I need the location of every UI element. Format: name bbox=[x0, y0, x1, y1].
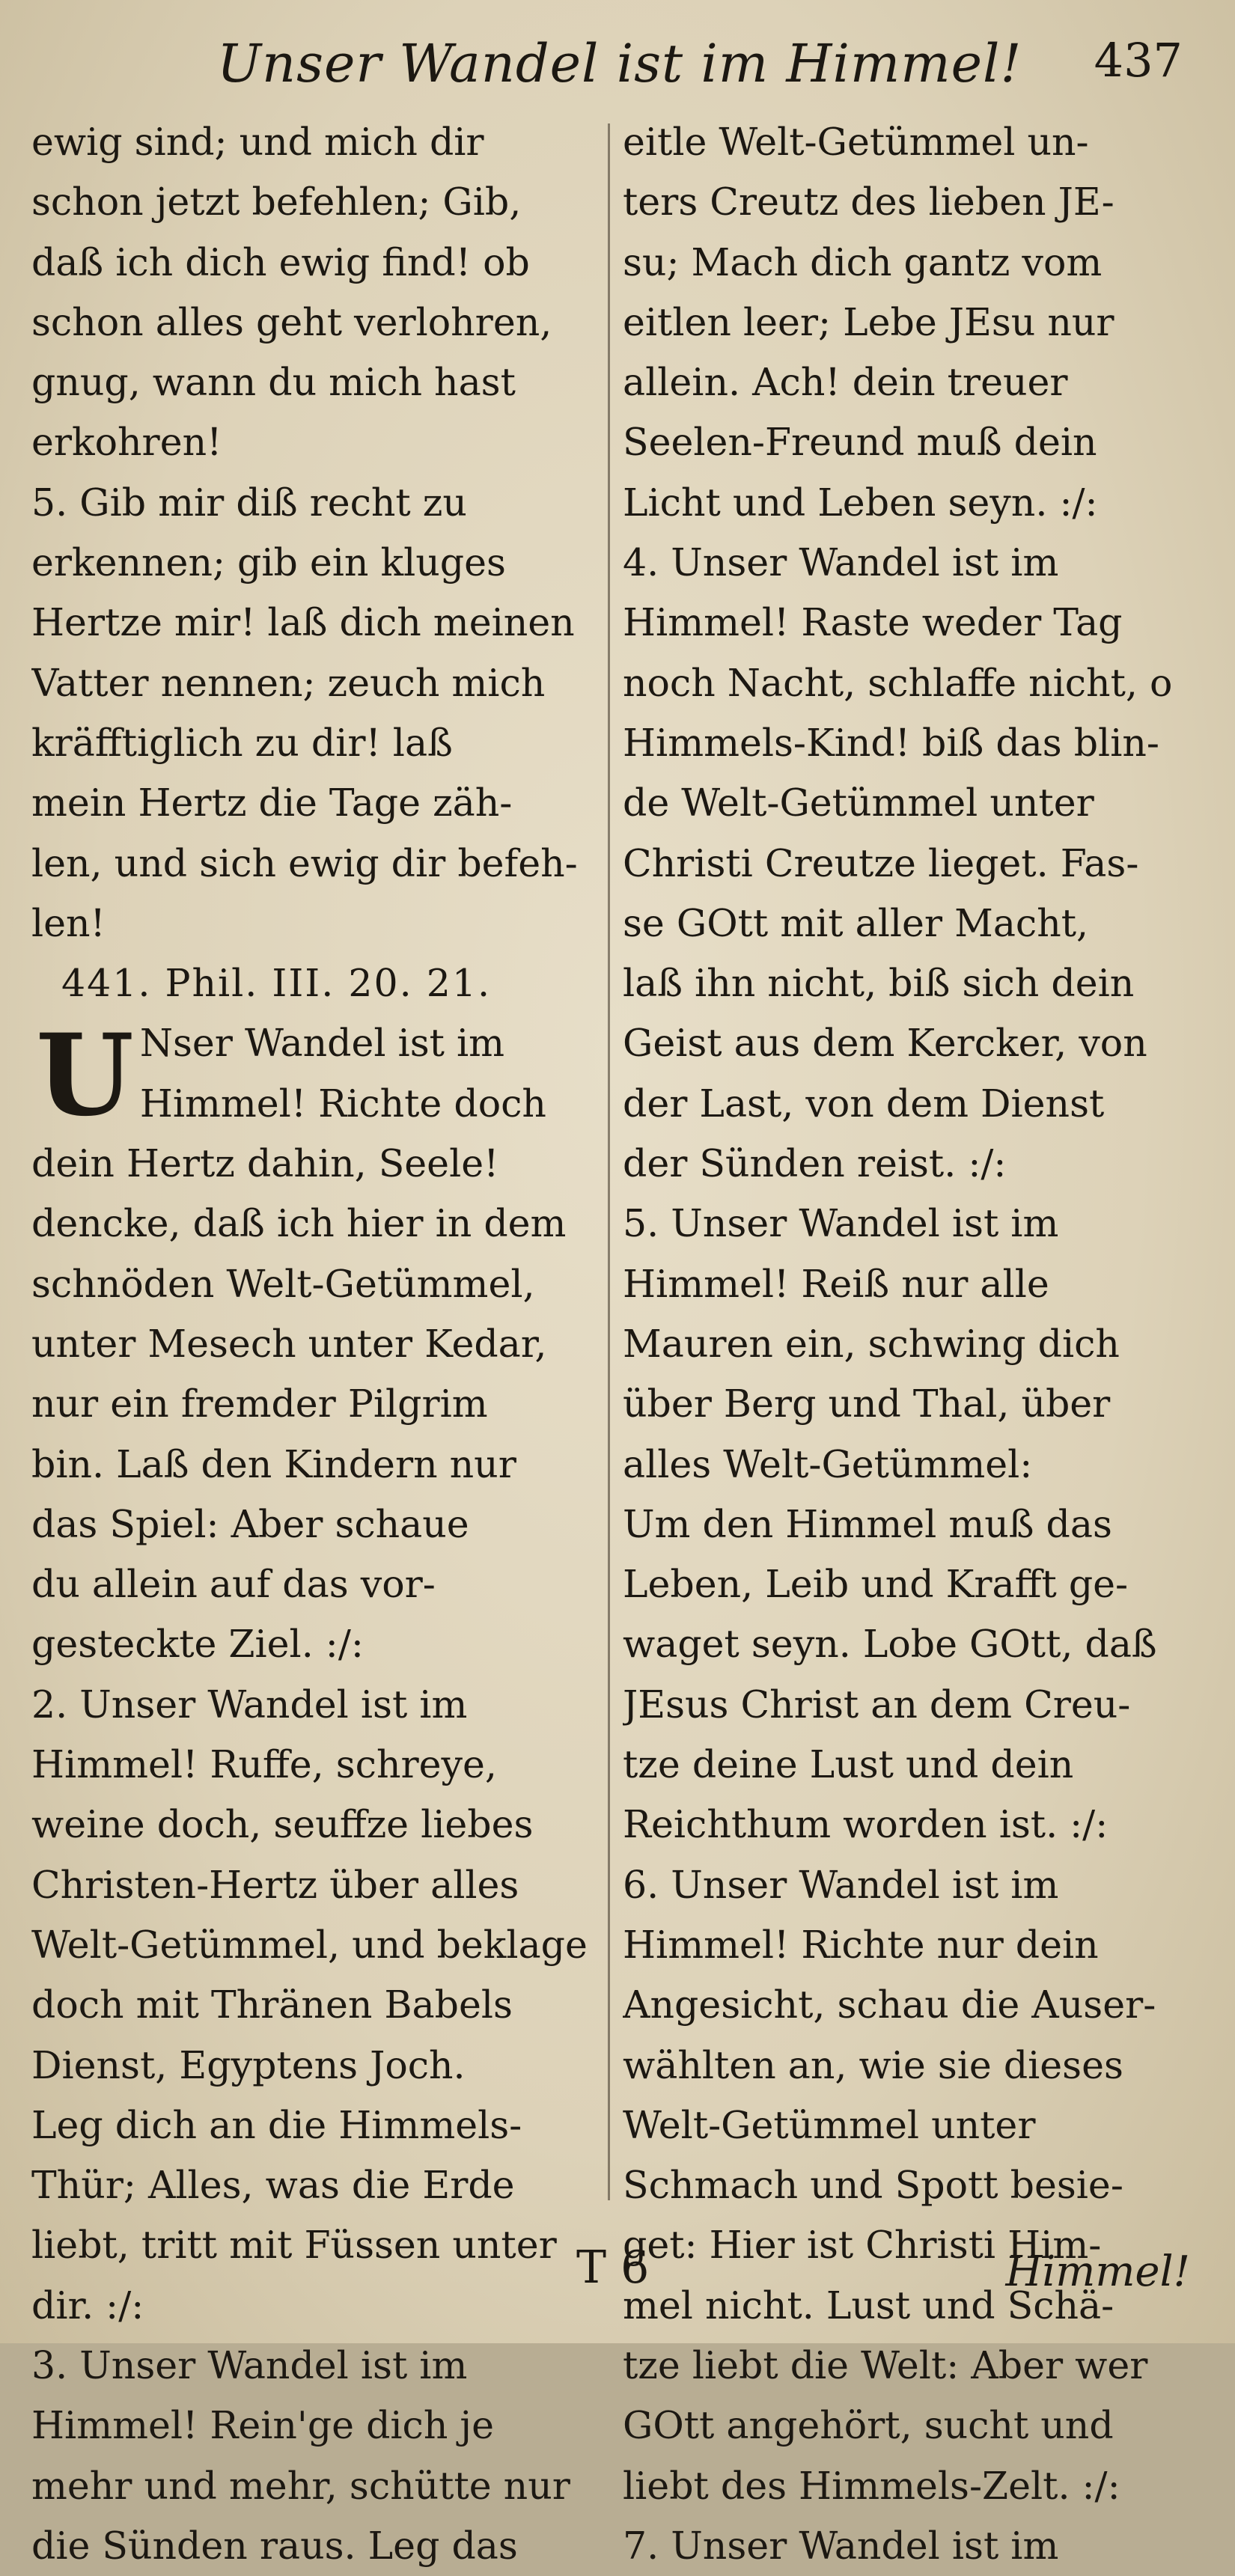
verse-start-line: 3. Unser Wandel ist im bbox=[31, 2342, 468, 2387]
text-line: Leben, Leib und Krafft ge- bbox=[623, 1562, 1129, 1607]
text-line: alles Welt-Getümmel: bbox=[623, 1441, 1033, 1486]
text-line: allein. Ach! dein treuer bbox=[623, 360, 1068, 405]
running-title: Unser Wandel ist im Himmel! bbox=[217, 33, 1022, 94]
text-line: Himmels-Kind! biß das blin- bbox=[623, 720, 1159, 765]
text-line: dein Hertz dahin, Seele! bbox=[31, 1141, 499, 1186]
text-line: Leg dich an die Himmels- bbox=[31, 2102, 522, 2147]
text-line: len, und sich ewig dir befeh- bbox=[31, 840, 578, 885]
text-line: über Berg und Thal, über bbox=[623, 1382, 1111, 1426]
text-line: tze deine Lust und dein bbox=[623, 1742, 1074, 1787]
text-line: erkohren! bbox=[31, 420, 222, 465]
text-line: Thür; Alles, was die Erde bbox=[31, 2163, 515, 2208]
text-line: Christen-Hertz über alles bbox=[31, 1862, 519, 1907]
verse-start-line: 7. Unser Wandel ist im bbox=[623, 2523, 1059, 2568]
text-line: mehr und mehr, schütte nur bbox=[31, 2463, 570, 2508]
text-line: laß ihn nicht, biß sich dein bbox=[623, 961, 1135, 1006]
signature-mark: T 6 bbox=[576, 2241, 650, 2294]
text-line: Mauren ein, schwing dich bbox=[623, 1321, 1120, 1366]
text-line: se GOtt mit aller Macht, bbox=[623, 900, 1089, 945]
text-line: liebt, tritt mit Füssen unter bbox=[31, 2223, 557, 2268]
text-line: eitlen leer; Lebe JEsu nur bbox=[623, 299, 1114, 344]
text-line: der Sünden reist. :/: bbox=[623, 1141, 1007, 1186]
text-line: gesteckte Ziel. :/: bbox=[31, 1622, 364, 1667]
drop-cap: U bbox=[36, 1013, 134, 1135]
text-line: Christi Creutze lieget. Fas- bbox=[623, 840, 1139, 885]
hymn-heading: 441. Phil. III. 20. 21. bbox=[61, 961, 492, 1006]
text-line: Schmach und Spott besie- bbox=[623, 2163, 1123, 2208]
right-column bbox=[623, 112, 1192, 2568]
text-line: Seelen-Freund muß dein bbox=[623, 420, 1097, 465]
text-line: Geist aus dem Kercker, von bbox=[623, 1021, 1147, 1066]
page-number: 437 bbox=[1094, 33, 1183, 88]
text-line: schon alles geht verlohren, bbox=[31, 299, 552, 344]
text-line: get: Hier ist Christi Him- bbox=[623, 2223, 1102, 2268]
left-column bbox=[31, 112, 600, 2568]
text-line: Vatter nennen; zeuch mich bbox=[31, 660, 546, 705]
text-line: doch mit Thränen Babels bbox=[31, 1983, 513, 2027]
text-line: das Spiel: Aber schaue bbox=[31, 1501, 469, 1546]
text-line: die Sünden raus. Leg das bbox=[31, 2523, 518, 2568]
text-line: nur ein fremder Pilgrim bbox=[31, 1382, 488, 1426]
text-line: Himmel! Raste weder Tag bbox=[623, 600, 1123, 645]
verse-start-line: 5. Unser Wandel ist im bbox=[623, 1201, 1059, 1246]
text-line: Dienst, Egyptens Joch. bbox=[31, 2042, 466, 2087]
hymn-opening bbox=[31, 1013, 600, 1134]
text-line: waget seyn. Lobe GOtt, daß bbox=[623, 1622, 1157, 1667]
text-line: dir. :/: bbox=[31, 2283, 144, 2328]
text-line: eitle Welt-Getümmel un- bbox=[623, 120, 1089, 164]
verse-start-line: 4. Unser Wandel ist im bbox=[623, 540, 1059, 585]
text-line: Welt-Getümmel unter bbox=[623, 2102, 1036, 2147]
text-line: Himmel! Richte nur dein bbox=[623, 1922, 1099, 1967]
text-line: ewig sind; und mich dir bbox=[31, 120, 484, 164]
page-footer bbox=[0, 2234, 1235, 2331]
verse-start-line: 6. Unser Wandel ist im bbox=[623, 1862, 1059, 1907]
text-line: len! bbox=[31, 900, 106, 945]
text-line: daß ich dich ewig find! ob bbox=[31, 239, 530, 284]
text-line: ters Creutz des lieben JE- bbox=[623, 180, 1114, 225]
catchword: Himmel! bbox=[1005, 2247, 1190, 2296]
text-line: Himmel! Richte doch bbox=[139, 1081, 546, 1126]
text-line: schnöden Welt-Getümmel, bbox=[31, 1261, 535, 1306]
text-line: liebt des Himmels-Zelt. :/: bbox=[623, 2463, 1120, 2508]
text-line: Licht und Leben seyn. :/: bbox=[623, 480, 1098, 525]
text-line: de Welt-Getümmel unter bbox=[623, 781, 1094, 825]
text-line: Himmel! Ruffe, schreye, bbox=[31, 1742, 497, 1787]
text-line: Himmel! Reiß nur alle bbox=[623, 1261, 1049, 1306]
text-line: du allein auf das vor- bbox=[31, 1562, 436, 1607]
page-header bbox=[30, 21, 1205, 103]
text-line: GOtt angehört, sucht und bbox=[623, 2403, 1114, 2448]
text-line: weine doch, seuffze liebes bbox=[31, 1802, 534, 1847]
text-line: noch Nacht, schlaffe nicht, o bbox=[623, 660, 1173, 705]
text-line: mel nicht. Lust und Schä- bbox=[623, 2283, 1114, 2328]
verse-start-line: 5. Gib mir diß recht zu bbox=[31, 480, 467, 525]
text-line: Himmel! Rein'ge dich je bbox=[31, 2403, 494, 2448]
text-line: mein Hertz die Tage zäh- bbox=[31, 781, 513, 825]
text-line: gnug, wann du mich hast bbox=[31, 360, 516, 405]
text-line: su; Mach dich gantz vom bbox=[623, 239, 1103, 284]
text-line: der Last, von dem Dienst bbox=[623, 1081, 1105, 1126]
text-line: dencke, daß ich hier in dem bbox=[31, 1201, 567, 1246]
text-line: Welt-Getümmel, und beklage bbox=[31, 1922, 588, 1967]
text-line: Angesicht, schau die Auser- bbox=[623, 1983, 1156, 2027]
text-line: Reichthum worden ist. :/: bbox=[623, 1802, 1109, 1847]
text-line: schon jetzt befehlen; Gib, bbox=[31, 180, 522, 225]
text-line: tze liebt die Welt: Aber wer bbox=[623, 2342, 1148, 2387]
text-line: Um den Himmel muß das bbox=[623, 1501, 1112, 1546]
text-line: bin. Laß den Kindern nur bbox=[31, 1441, 516, 1486]
text-line: kräfftiglich zu dir! laß bbox=[31, 720, 453, 765]
column-divider bbox=[608, 123, 610, 2200]
text-line: wählten an, wie sie dieses bbox=[623, 2042, 1123, 2087]
text-line: JEsus Christ an dem Creu- bbox=[623, 1682, 1131, 1727]
text-line: Hertze mir! laß dich meinen bbox=[31, 600, 575, 645]
text-line: erkennen; gib ein kluges bbox=[31, 540, 506, 585]
text-line: Nser Wandel ist im bbox=[139, 1021, 505, 1066]
verse-start-line: 2. Unser Wandel ist im bbox=[31, 1682, 468, 1727]
text-line: unter Mesech unter Kedar, bbox=[31, 1321, 547, 1366]
